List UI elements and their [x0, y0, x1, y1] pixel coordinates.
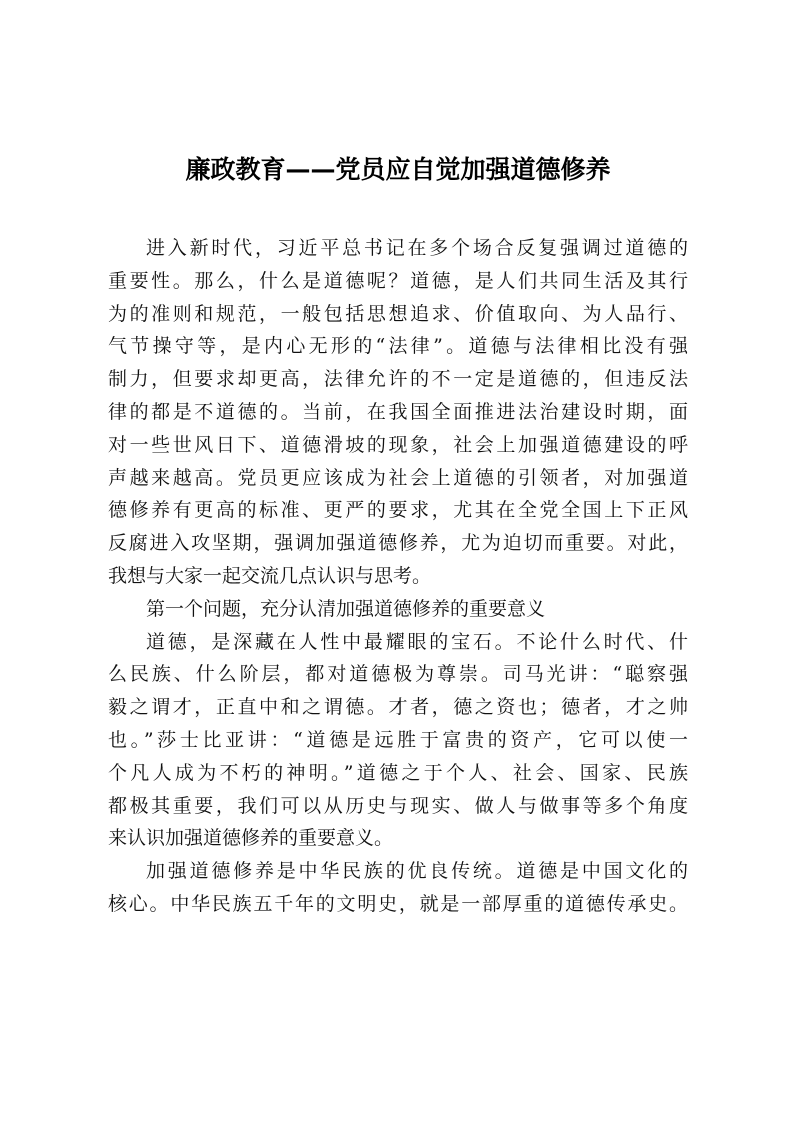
text-line: 为的准则和规范，一般包括思想追求、价值取向、为人品行、 — [108, 302, 688, 325]
text-line: 么民族、什么阶层，都对道德极为尊崇。司马光讲：“聪察强 — [108, 663, 688, 686]
text-line: 进入新时代，习近平总书记在多个场合反复强调过道德的 — [146, 237, 688, 259]
text-line: 律的都是不道德的。当前，在我国全面推进法治建设时期，面 — [108, 400, 688, 423]
text-line: 德修养有更高的标准、更严的要求，尤其在全党全国上下正风 — [108, 499, 688, 522]
text-line: 声越来越高。党员更应该成为社会上道德的引领者，对加强道 — [108, 466, 688, 489]
text-line: 也。”莎士比亚讲：“道德是远胜于富贵的资产，它可以使一 — [108, 728, 688, 751]
text-line: 气节操守等，是内心无形的“法律”。道德与法律相比没有强 — [108, 335, 688, 358]
text-line: 毅之谓才，正直中和之谓德。才者，德之资也；德者，才之帅 — [108, 696, 688, 719]
text-line: 反腐进入攻坚期，强调加强道德修养，尤为迫切而重要。对此， — [108, 532, 688, 555]
text-line: 来认识加强道德修养的重要意义。 — [108, 827, 394, 850]
text-line: 都极其重要，我们可以从历史与现实、做人与做事等多个角度 — [108, 794, 688, 817]
text-line: 我想与大家一起交流几点认识与思考。 — [108, 564, 432, 587]
text-line: 制力，但要求却更高，法律允许的不一定是道德的，但违反法 — [108, 368, 688, 391]
text-line: 对一些世风日下、道德滑坡的现象，社会上加强道德建设的呼 — [108, 433, 688, 456]
text-line: 第一个问题，充分认清加强道德修养的重要意义 — [146, 597, 546, 620]
text-line: 道德，是深藏在人性中最耀眼的宝石。不论什么时代、什 — [146, 630, 688, 653]
text-line: 个凡人成为不朽的神明。”道德之于个人、社会、国家、民族 — [108, 761, 688, 784]
text-line: 重要性。那么，什么是道德呢？道德，是人们共同生活及其行 — [108, 269, 688, 292]
text-line: 核心。中华民族五千年的文明史，就是一部厚重的道德传承史。 — [108, 892, 688, 915]
document-title: 廉政教育——党员应自觉加强道德修养 — [185, 155, 611, 184]
text-line: 加强道德修养是中华民族的优良传统。道德是中国文化的 — [146, 860, 688, 883]
document-body — [108, 232, 688, 921]
